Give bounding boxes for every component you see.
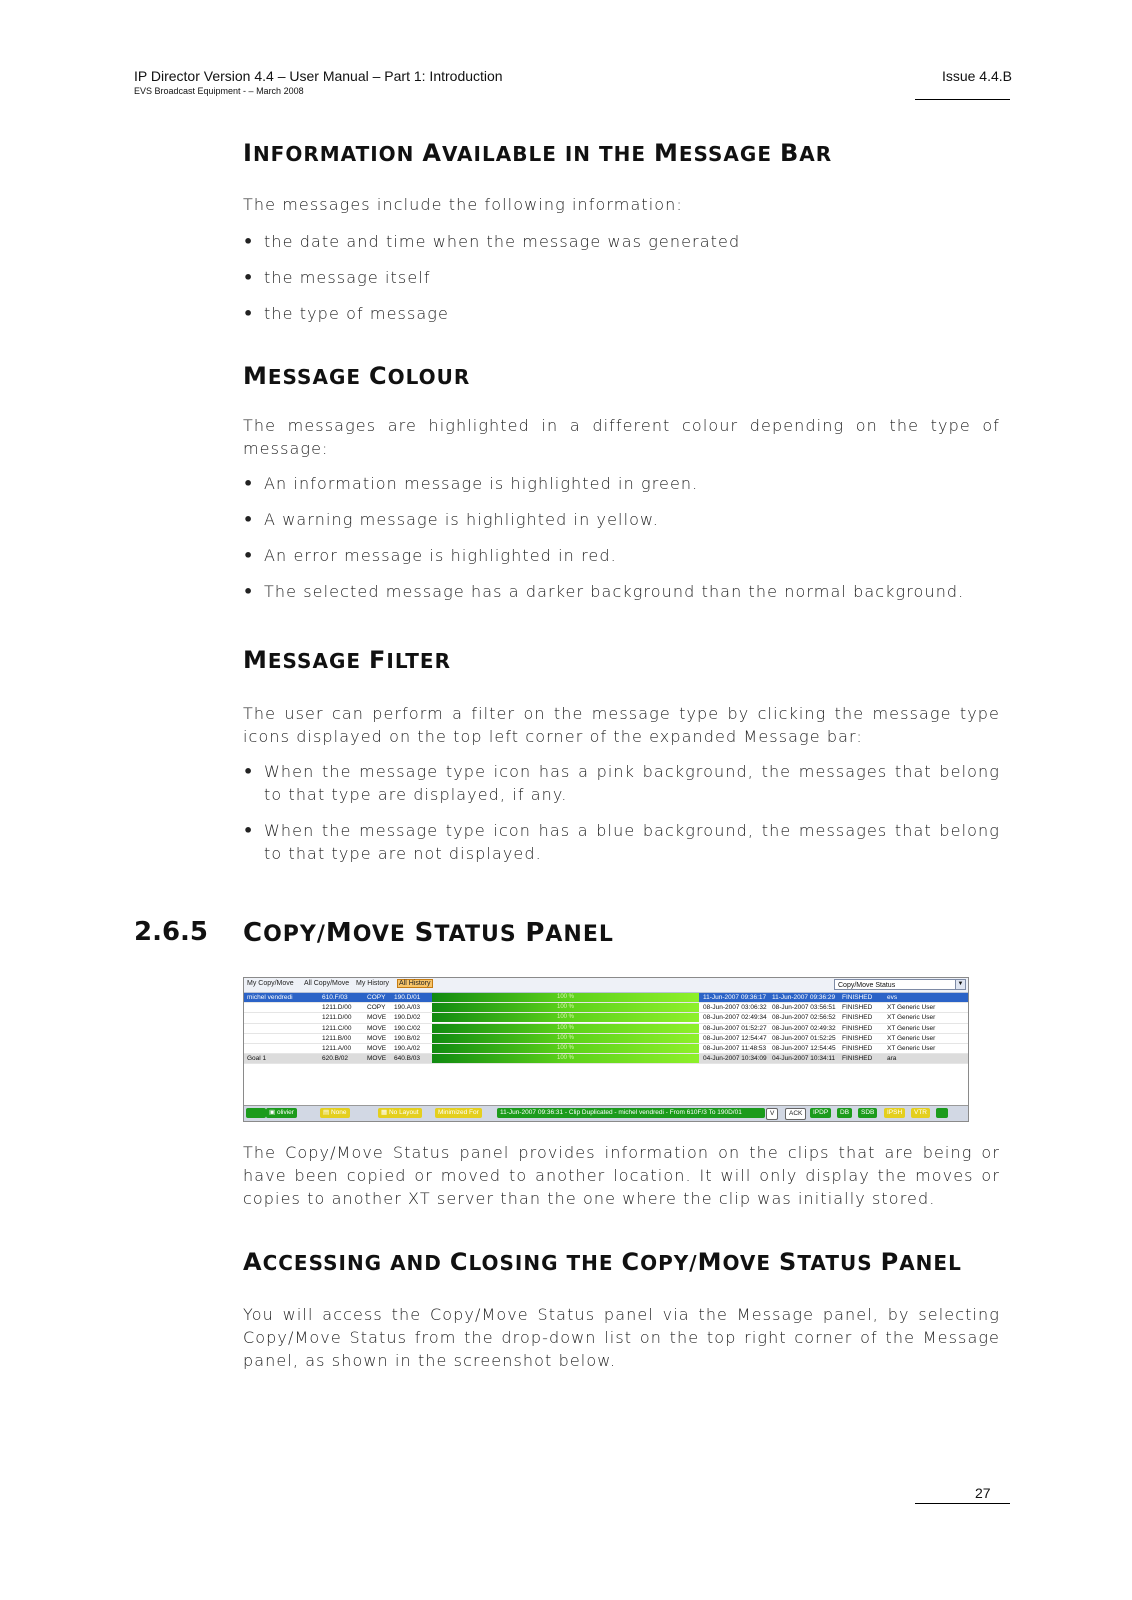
table-row[interactable] <box>244 1044 968 1054</box>
cell-end: 08-Jun-2007 12:54:45 <box>772 1044 836 1052</box>
chevron-down-icon[interactable]: ▼ <box>955 980 965 989</box>
cell-end: 04-Jun-2007 10:34:11 <box>772 1055 836 1063</box>
last-message[interactable]: 11-Jun-2007 09:36:31 - Clip Duplicated - michel vendredi - From 610F/3 To 190D/01 <box>497 1108 765 1118</box>
cell-user: michel vendredi <box>247 994 293 1001</box>
filter-intro: The user can perform a filter on the message type by clicking the message type icons displayed on the top left corner of the expanded Message bar: <box>243 704 1000 746</box>
layout-button[interactable]: ▦ No Layout <box>378 1108 422 1118</box>
panel-tabs <box>244 978 968 993</box>
layout-icon: ▦ <box>381 1109 389 1116</box>
section-number: 2.6.5 <box>134 917 209 947</box>
list-item: • When the message type icon has a pink background, the messages that belong to that type are displayed, if any. <box>243 760 1000 806</box>
list-item: • An error message is highlighted in red. <box>243 544 1000 567</box>
heading-info: INFORMATION AVAILABLE IN THE MESSAGE BAR <box>243 139 833 167</box>
cell-op: MOVE <box>367 1034 387 1042</box>
copy-move-status-panel <box>243 977 969 1122</box>
cell-state: FINISHED <box>842 1014 873 1022</box>
cell-dst: 190.A/03 <box>394 1004 421 1012</box>
cell-dst: 190.C/02 <box>394 1024 421 1032</box>
transfer-list <box>244 993 968 1064</box>
progress-bar: 100 % <box>432 1024 699 1033</box>
cell-src: 1211.D/00 <box>322 1014 352 1022</box>
user-button[interactable]: ▣ olivier <box>266 1108 297 1118</box>
table-row[interactable] <box>244 1003 968 1013</box>
cell-start: 08-Jun-2007 12:54:47 <box>703 1034 767 1042</box>
cell-by: XT Generic User <box>887 1014 936 1022</box>
user-icon: ▣ <box>269 1109 277 1116</box>
footer-rule <box>915 1503 1010 1504</box>
cell-start: 08-Jun-2007 01:52:27 <box>703 1024 767 1032</box>
list-item: • A warning message is highlighted in yellow. <box>243 508 1000 531</box>
ipsh-button[interactable]: IPSH <box>884 1108 905 1118</box>
progress-bar: 100 % <box>432 1044 699 1053</box>
cell-by: XT Generic User <box>887 1044 936 1052</box>
table-row[interactable] <box>244 1024 968 1034</box>
header-subtitle: EVS Broadcast Equipment - – March 2008 <box>134 86 304 96</box>
folder-icon: ▤ <box>323 1109 331 1116</box>
list-item: • The selected message has a darker background than the normal background. <box>243 580 1000 603</box>
list-item: • When the message type icon has a blue background, the messages that belong to that type are not displayed. <box>243 819 1000 865</box>
tab-my-history[interactable]: My History <box>356 980 390 987</box>
header-rule <box>915 99 1010 100</box>
cell-dst: 190.B/02 <box>394 1034 421 1042</box>
db-button[interactable]: DB <box>837 1108 852 1118</box>
list-item: • the type of message <box>243 302 1000 325</box>
colour-bullets <box>243 472 1000 603</box>
cell-by: evs <box>887 994 898 1001</box>
cell-start: 08-Jun-2007 11:48:53 <box>703 1044 767 1052</box>
cell-state: FINISHED <box>842 1055 873 1063</box>
progress-bar: 100 % <box>432 1054 699 1063</box>
info-bullets <box>243 230 1000 325</box>
vtr-button[interactable]: VTR <box>911 1108 930 1118</box>
copymove-paragraph: The Copy/Move Status panel provides information on the clips that are being or have been copied or moved to another location. It will only display the moves or copies to another XT server than the one where the clip was initially stored. <box>243 1143 1000 1208</box>
heading-colour: MESSAGE COLOUR <box>243 362 471 390</box>
heading-access: ACCESSING AND CLOSING THE COPY/MOVE STATUS PANEL <box>243 1248 962 1276</box>
tab-all-copy-move[interactable]: All Copy/Move <box>304 980 350 987</box>
cell-end: 08-Jun-2007 03:56:51 <box>772 1004 836 1012</box>
progress-bar: 100 % <box>432 1034 699 1043</box>
cell-start: 04-Jun-2007 10:34:09 <box>703 1055 767 1063</box>
table-row[interactable] <box>244 1034 968 1044</box>
table-row[interactable] <box>244 993 968 1003</box>
header-issue: Issue 4.4.B <box>941 68 1012 84</box>
cell-state: FINISHED <box>842 994 873 1001</box>
cell-end: 08-Jun-2007 02:49:32 <box>772 1024 836 1032</box>
list-item: • the date and time when the message was generated <box>243 230 1000 253</box>
cell-src: 1211.D/00 <box>322 1004 352 1012</box>
list-item: • the message itself <box>243 266 1000 289</box>
filter-bullets <box>243 760 1000 865</box>
cell-by: XT Generic User <box>887 1034 936 1042</box>
panel-type-dropdown[interactable]: Copy/Move Status ▼ <box>834 979 966 990</box>
cell-op: MOVE <box>367 1055 387 1063</box>
table-row[interactable] <box>244 1054 968 1064</box>
cell-op: MOVE <box>367 1014 387 1022</box>
cell-op: COPY <box>367 994 386 1001</box>
ack-button[interactable]: ACK <box>785 1108 806 1120</box>
page-number: 27 <box>975 1485 991 1501</box>
cell-start: 08-Jun-2007 02:49:34 <box>703 1014 767 1022</box>
progress-bar: 100 % <box>432 1013 699 1022</box>
cell-src: 1211.A/00 <box>322 1044 352 1052</box>
cell-end: 08-Jun-2007 02:56:52 <box>772 1014 836 1022</box>
cell-state: FINISHED <box>842 1024 873 1032</box>
cell-user: Goal 1 <box>247 1055 267 1063</box>
cell-end: 11-Jun-2007 09:36:29 <box>772 994 836 1001</box>
cell-op: COPY <box>367 1004 386 1012</box>
cell-dst: 190.D/01 <box>394 994 421 1001</box>
more-button[interactable] <box>936 1108 948 1118</box>
cell-src: 610.F/03 <box>322 994 348 1001</box>
progress-bar: 100 % <box>432 1003 699 1012</box>
none-button[interactable]: ▤ None <box>320 1108 350 1118</box>
cell-dst: 640.B/03 <box>394 1055 421 1063</box>
tab-my-copy-move[interactable]: My Copy/Move <box>247 980 294 987</box>
cell-src: 1211.B/00 <box>322 1034 352 1042</box>
cell-start: 08-Jun-2007 03:06:32 <box>703 1004 767 1012</box>
info-intro: The messages include the following information: <box>243 195 683 214</box>
cell-op: MOVE <box>367 1024 387 1032</box>
status-bar <box>244 1105 968 1121</box>
cell-dst: 190.D/02 <box>394 1014 421 1022</box>
list-item: • An information message is highlighted in green. <box>243 472 1000 495</box>
table-row[interactable] <box>244 1013 968 1023</box>
cell-dst: 190.A/02 <box>394 1044 421 1052</box>
v-button[interactable]: V <box>766 1108 778 1120</box>
cell-state: FINISHED <box>842 1034 873 1042</box>
cell-src: 620.B/02 <box>322 1055 349 1063</box>
sdb-button[interactable]: SDB <box>858 1108 877 1118</box>
cell-by: XT Generic User <box>887 1004 936 1012</box>
ipdp-button[interactable]: IPDP <box>810 1108 831 1118</box>
cell-src: 1211.C/00 <box>322 1024 352 1032</box>
heading-filter: MESSAGE FILTER <box>243 646 451 674</box>
tab-all-history[interactable]: All History <box>399 980 431 987</box>
header-title: IP Director Version 4.4 – User Manual – Part 1: Introduction <box>134 68 503 84</box>
cell-state: FINISHED <box>842 1044 873 1052</box>
access-paragraph: You will access the Copy/Move Status panel via the Message panel, by selecting Copy/Move Status from the drop-down list on the top right corner of the Message panel, as shown in the screenshot below. <box>243 1305 1000 1370</box>
page-header <box>134 68 503 96</box>
progress-bar: 100 % <box>432 993 699 1002</box>
cell-state: FINISHED <box>842 1004 873 1012</box>
minimized-button[interactable]: Minimized For <box>435 1108 482 1118</box>
cell-end: 08-Jun-2007 01:52:25 <box>772 1034 836 1042</box>
section-title: COPY/MOVE STATUS PANEL <box>243 918 614 948</box>
cell-by: ara <box>887 1055 897 1063</box>
cell-op: MOVE <box>367 1044 387 1052</box>
cell-start: 11-Jun-2007 09:36:17 <box>703 994 767 1001</box>
colour-intro: The messages are highlighted in a different colour depending on the type of message: <box>243 416 1000 458</box>
cell-by: XT Generic User <box>887 1024 936 1032</box>
status-indicator <box>246 1108 266 1118</box>
